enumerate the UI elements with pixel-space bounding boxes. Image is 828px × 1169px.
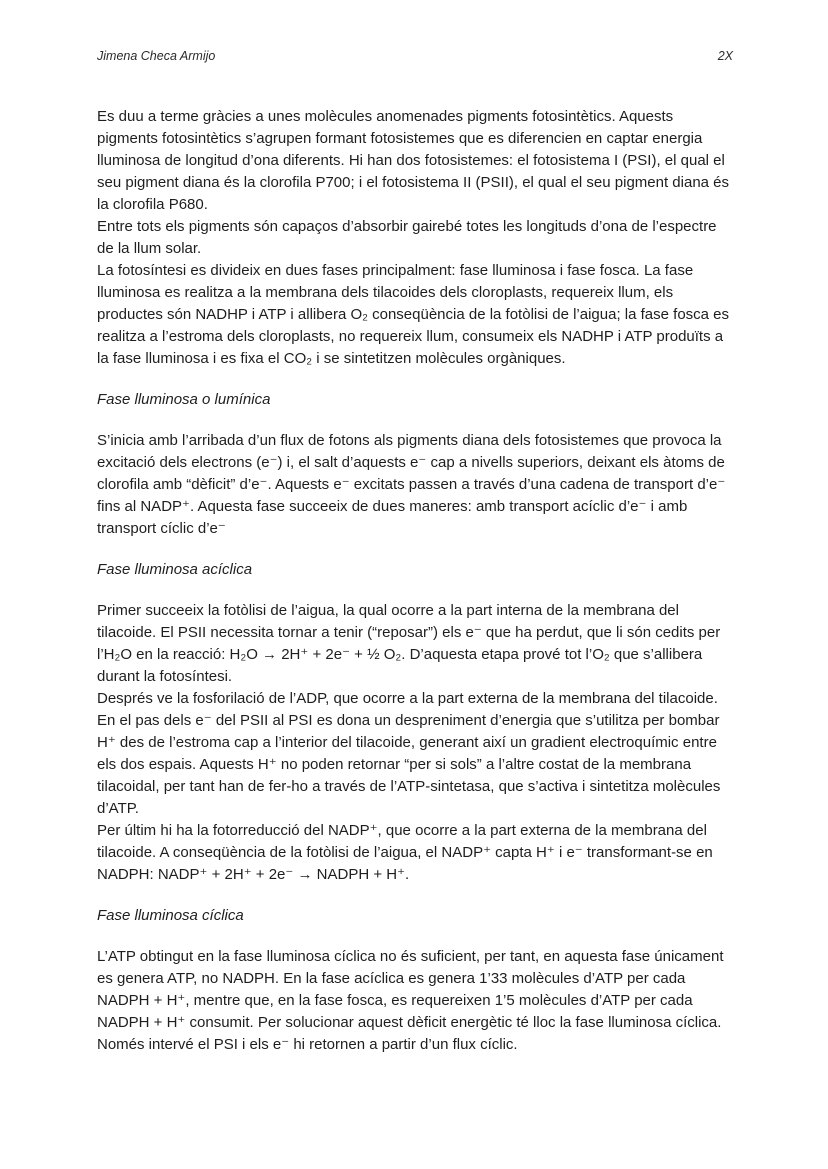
author-name: Jimena Checa Armijo <box>97 49 216 63</box>
paragraph: Entre tots els pigments són capaços d’absorbir gairebé totes les longituds d’ona de l’espectre de la llum solar. <box>97 218 717 257</box>
section-heading-fase-lluminosa-ciclica: Fase lluminosa cíclica <box>97 907 244 924</box>
paragraph: L’ATP obtingut en la fase lluminosa cíclica no és suficient, per tant, en aquesta fase únicament es genera ATP, no NADPH. En la fase acíclica es genera 1’33 molècules d’ATP per cada NADPH + H⁺, mentre que, en la fase fosca, es requereixen 1’5 molècules d’ATP per cada NADPH + H⁺ consumit. Per solucionar aquest dèficit energètic té lloc la fase lluminosa cíclica. Només intervé el PSI i els e⁻ hi retornen a partir d’un flux cíclic. <box>97 948 724 1053</box>
paragraph: S’inicia amb l’arribada d’un flux de fotons als pigments diana dels fotosistemes que provoca la excitació dels electrons (e⁻) i, el salt d’aquests e⁻ cap a nivells superiors, deixant els àtoms de clorofila amb “dèficit” d’e⁻. Aquests e⁻ excitats passen a través d’una cadena de transport d’e⁻ fins al NADP⁺. Aquesta fase succeeix de dues maneres: amb transport acíclic d’e⁻ i amb transport cíclic d’e⁻ <box>97 432 726 537</box>
paragraph: Es duu a terme gràcies a unes molècules anomenades pigments fotosintètics. Aquests pigments fotosintètics s’agrupen formant fotosistemes que es diferencien en captar energia lluminosa de longitud d’ona diferents. Hi han dos fotosistemes: el fotosistema I (PSI), el qual el seu pigment diana és la clorofila P700; i el fotosistema II (PSII), el qual el seu pigment diana és la clorofila P680. <box>97 108 730 213</box>
section-heading-fase-lluminosa-aciclica: Fase lluminosa acíclica <box>97 561 253 578</box>
page-header <box>97 48 733 64</box>
paragraph: Per últim hi ha la fotorreducció del NADP⁺, que ocorre a la part externa de la membrana del tilacoide. A conseqüència de la fotòlisi de l’aigua, el NADP⁺ capta H⁺ i e⁻ transformant-se en NADPH: NADP⁺ + 2H⁺ + 2e⁻ → NADPH + H⁺. <box>97 822 713 883</box>
document-body <box>97 106 733 1056</box>
paragraph: Després ve la fosforilació de l’ADP, que ocorre a la part externa de la membrana del tilacoide. En el pas dels e⁻ del PSII al PSI es dona un despreniment d’energia que s’utilitza per bombar H⁺ des de l’estroma cap a l’interior del tilacoide, generant així un gradient electroquímic entre els dos espais. Aquests H⁺ no poden retornar “per si sols” a l’altre costat de la membrana tilacoidal, per tant han de fer-ho a través de l’ATP-sintetasa, que s’activa i sintetitza molècules d’ATP. <box>97 690 721 817</box>
section-heading-fase-lluminosa-o-luminica: Fase lluminosa o lumínica <box>97 391 271 408</box>
paragraph: Primer succeeix la fotòlisi de l’aigua, la qual ocorre a la part interna de la membrana del tilacoide. El PSII necessita tornar a tenir (“reposar”) els e⁻ que ha perdut, que li són cedits per l’H₂O en la reacció: H₂O → 2H⁺ + 2e⁻ + ½ O₂. D’aquesta etapa prové tot l’O₂ que s’allibera durant la fotosíntesi. <box>97 602 721 685</box>
page-number: 2X <box>717 49 733 63</box>
paragraph: La fotosíntesi es divideix en dues fases principalment: fase lluminosa i fase fosca. La fase lluminosa es realitza a la membrana dels tilacoides dels cloroplasts, requereix llum, els productes són NADHP i ATP i allibera O₂ conseqüència de la fotòlisi de l’aigua; la fase fosca es realitza a l’estroma dels cloroplasts, no requereix llum, consumeix els NADHP i ATP produïts a la fase lluminosa i es fixa el CO₂ i se sintetitzen molècules orgàniques. <box>97 262 730 367</box>
